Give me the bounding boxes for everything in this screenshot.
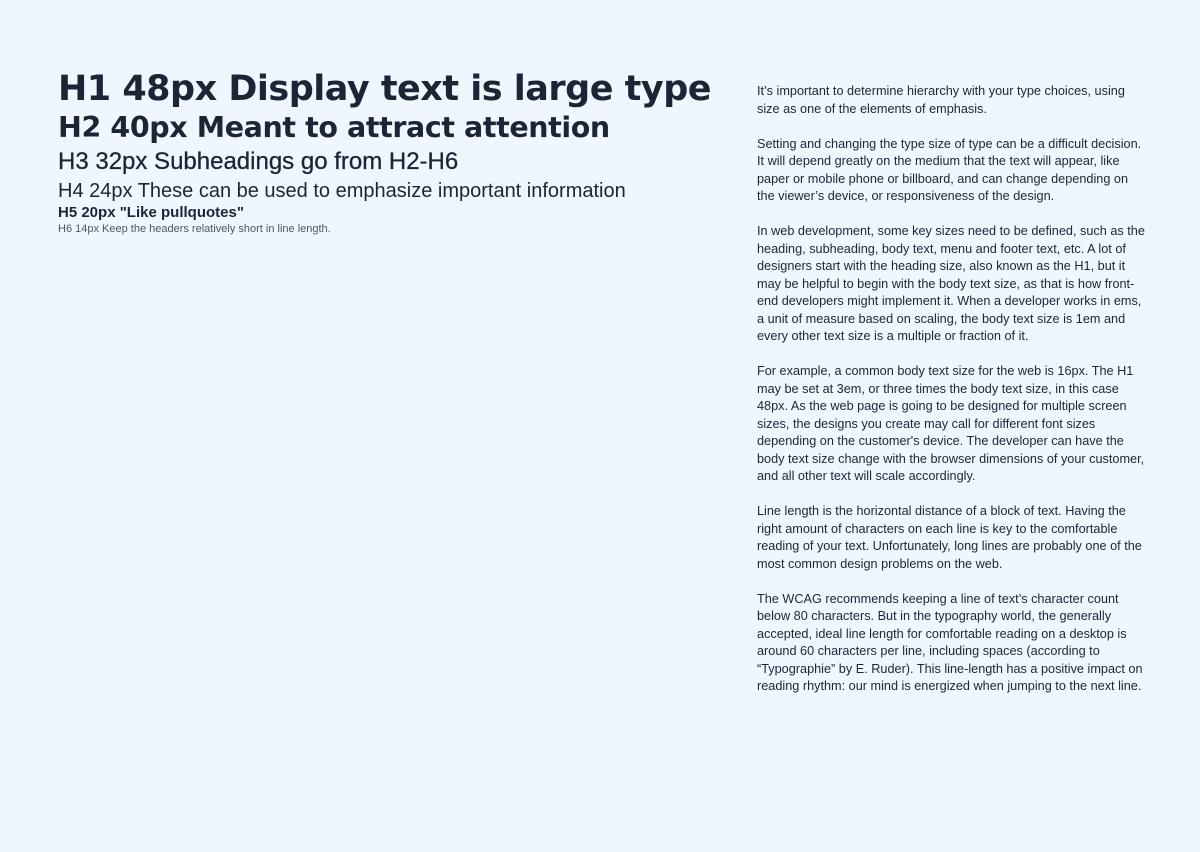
body-text-column [757, 83, 1149, 713]
heading-specimens [58, 68, 718, 236]
body-paragraph: The WCAG recommends keeping a line of text’s character count below 80 characters. But in the typography world, the generally accepted, ideal line length for comfortable reading on a desktop is around 60 characters per line, including spaces (according to “Typographie” by E. Ruder). This line-length has a positive impact on reading rhythm: our mind is energized when jumping to the next line. [757, 591, 1143, 693]
body-paragraph: For example, a common body text size for the web is 16px. The H1 may be set at 3em, or three times the body text size, in this case 48px. As the web page is going to be designed for multiple screen sizes, the designs you create may call for different font sizes depending on the customer's device. The developer can have the body text size change with the browser dimensions of your customer, and all other text will scale accordingly. [757, 364, 1145, 483]
heading-h6-specimen: H6 14px Keep the headers relatively short in line length. [58, 223, 331, 235]
heading-h4-specimen: H4 24px These can be used to emphasize important information [58, 180, 626, 202]
heading-h5-specimen: H5 20px "Like pullquotes" [58, 204, 244, 221]
body-paragraph: Line length is the horizontal distance of a block of text. Having the right amount of characters on each line is key to the comfortable reading of your text. Unfortunately, long lines are probably one of the most common design problems on the web. [757, 504, 1142, 571]
body-paragraph: It’s important to determine hierarchy with your type choices, using size as one of the elements of emphasis. [757, 84, 1125, 116]
body-paragraph: In web development, some key sizes need to be defined, such as the heading, subheading, body text, menu and footer text, etc. A lot of designers start with the heading size, also known as the H1, but it may be helpful to begin with the body text size, as that is how front-end developers might implement it. When a developer works in ems, a unit of measure based on scaling, the body text size is 1em and every other text size is a multiple or fraction of it. [757, 224, 1145, 343]
heading-h3-specimen: H3 32px Subheadings go from H2-H6 [58, 148, 459, 175]
body-paragraph: Setting and changing the type size of type can be a difficult decision. It will depend greatly on the medium that the text will appear, like paper or mobile phone or billboard, and can change depending on the viewer’s device, or responsiveness of the design. [757, 136, 1142, 203]
heading-h1-specimen: H1 48px Display text is large type [58, 69, 711, 109]
heading-h2-specimen: H2 40px Meant to attract attention [58, 111, 610, 144]
